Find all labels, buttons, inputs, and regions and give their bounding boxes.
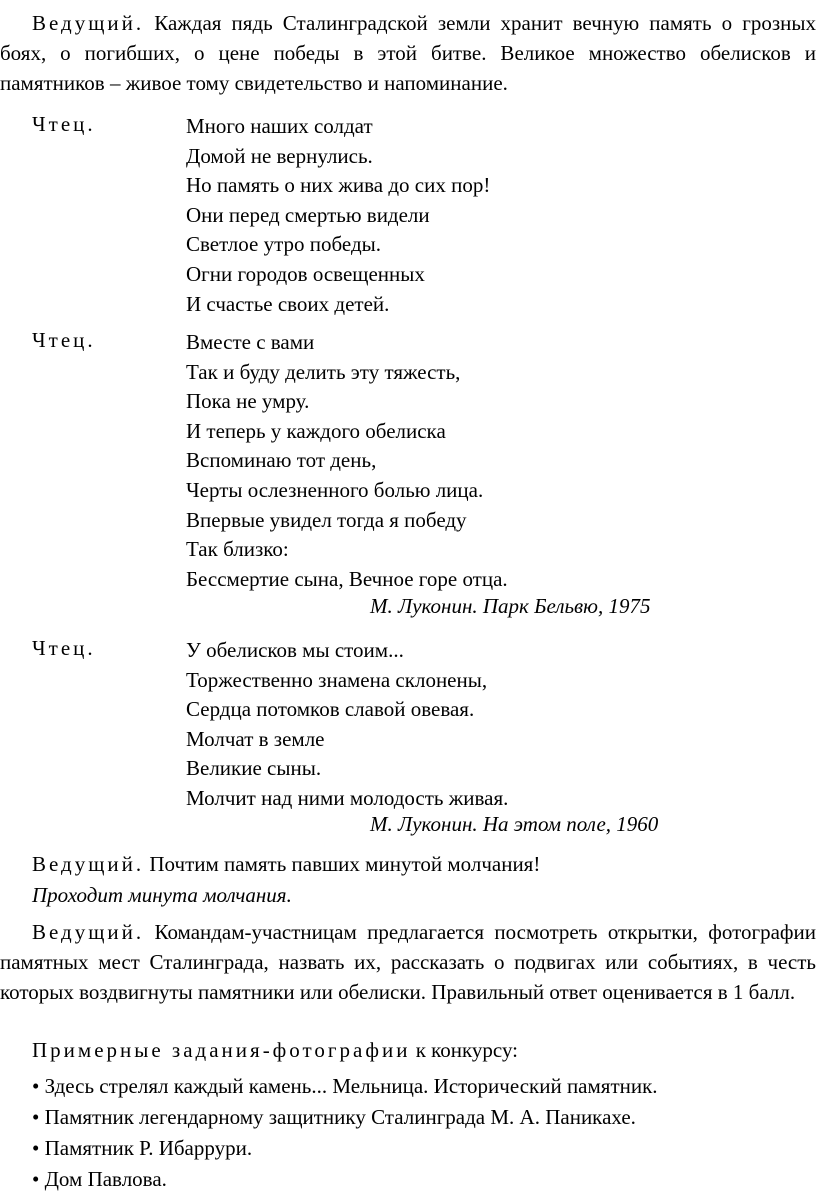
intro-paragraph bbox=[0, 8, 816, 98]
verse-line: Огни городов освещенных bbox=[186, 261, 425, 286]
intro-text: Каждая пядь Сталинградской земли хранит вечную память о грозных боях, о погибших, о цене победы в этой битве. Великое множество обелисков и памятников – живое тому свидетельство и напоминание. bbox=[0, 11, 816, 95]
verse-line: Бессмертие сына, Вечное горе отца. bbox=[186, 566, 508, 591]
verse-line: Торжественно знамена склонены, bbox=[186, 667, 488, 692]
bullet-icon: • bbox=[32, 1167, 40, 1191]
poem-3 bbox=[186, 636, 508, 814]
verse-line: Сердца потомков славой овевая. bbox=[186, 697, 475, 722]
silence-paragraph bbox=[32, 852, 540, 877]
reader-label: Чтец. bbox=[32, 328, 96, 352]
silence-text: Почтим память павших минутой молчания! bbox=[149, 852, 541, 876]
task-paragraph bbox=[0, 917, 816, 1007]
examples-heading bbox=[32, 1038, 518, 1063]
speaker-label: Ведущий. bbox=[32, 852, 145, 876]
verse-line: Молчит над ними молодость живая. bbox=[186, 785, 509, 810]
verse-line: Вспоминаю тот день, bbox=[186, 448, 377, 473]
reader-label: Чтец. bbox=[32, 112, 96, 136]
verse-line: Светлое утро победы. bbox=[186, 232, 381, 257]
examples-label: Примерные задания-фотографии bbox=[32, 1038, 411, 1062]
verse-line: Домой не вернулись. bbox=[186, 143, 373, 168]
bullet-icon: • bbox=[32, 1136, 40, 1160]
poem-2-attribution: М. Луконин. Парк Бельвю, 1975 bbox=[370, 594, 651, 618]
verse-line: Впервые увидел тогда я победу bbox=[186, 507, 467, 532]
verse-line: У обелисков мы стоим... bbox=[186, 638, 404, 662]
verse-line: Великие сыны. bbox=[186, 756, 322, 781]
verse-line: Вместе с вами bbox=[186, 330, 315, 354]
speaker-label: Ведущий. bbox=[32, 11, 145, 35]
speaker-label: Ведущий. bbox=[32, 920, 145, 944]
verse-line: Но память о них жива до сих пор! bbox=[186, 173, 491, 198]
list-item: • Памятник легендарному защитнику Сталинграда М. А. Паникахе. bbox=[32, 1105, 636, 1129]
verse-line: Черты ослезненного болью лица. bbox=[186, 477, 484, 502]
verse-line: Так и буду делить эту тяжесть, bbox=[186, 359, 461, 384]
bullet-icon: • bbox=[32, 1074, 40, 1098]
poem-2 bbox=[186, 328, 508, 594]
list-item: • Дом Павлова. bbox=[32, 1167, 167, 1191]
verse-line: Молчат в земле bbox=[186, 726, 325, 751]
verse-line: И счастье своих детей. bbox=[186, 291, 390, 316]
examples-suffix: к конкурсу: bbox=[415, 1038, 519, 1062]
verse-line: Много наших солдат bbox=[186, 114, 373, 138]
examples-list bbox=[32, 1071, 658, 1195]
list-item: • Памятник Р. Ибаррури. bbox=[32, 1136, 253, 1160]
poem-1 bbox=[186, 112, 490, 319]
verse-line: Пока не умру. bbox=[186, 389, 310, 414]
list-item: • Здесь стрелял каждый камень... Мельница. Исторический памятник. bbox=[32, 1074, 658, 1098]
reader-label: Чтец. bbox=[32, 636, 96, 660]
verse-line: Так близко: bbox=[186, 537, 289, 562]
task-text: Командам-участницам предлагается посмотреть открытки, фотографии памятных мест Сталинграда, назвать их, рассказать о подвигах или событиях, в честь которых воздвигнуты памятники или обелиски. Правильный ответ оценивается в 1 балл. bbox=[0, 920, 816, 1004]
poem-3-attribution: М. Луконин. На этом поле, 1960 bbox=[370, 812, 659, 836]
verse-line: Они перед смертью видели bbox=[186, 202, 430, 227]
verse-line: И теперь у каждого обелиска bbox=[186, 418, 446, 443]
stage-direction: Проходит минута молчания. bbox=[32, 883, 292, 907]
bullet-icon: • bbox=[32, 1105, 40, 1129]
